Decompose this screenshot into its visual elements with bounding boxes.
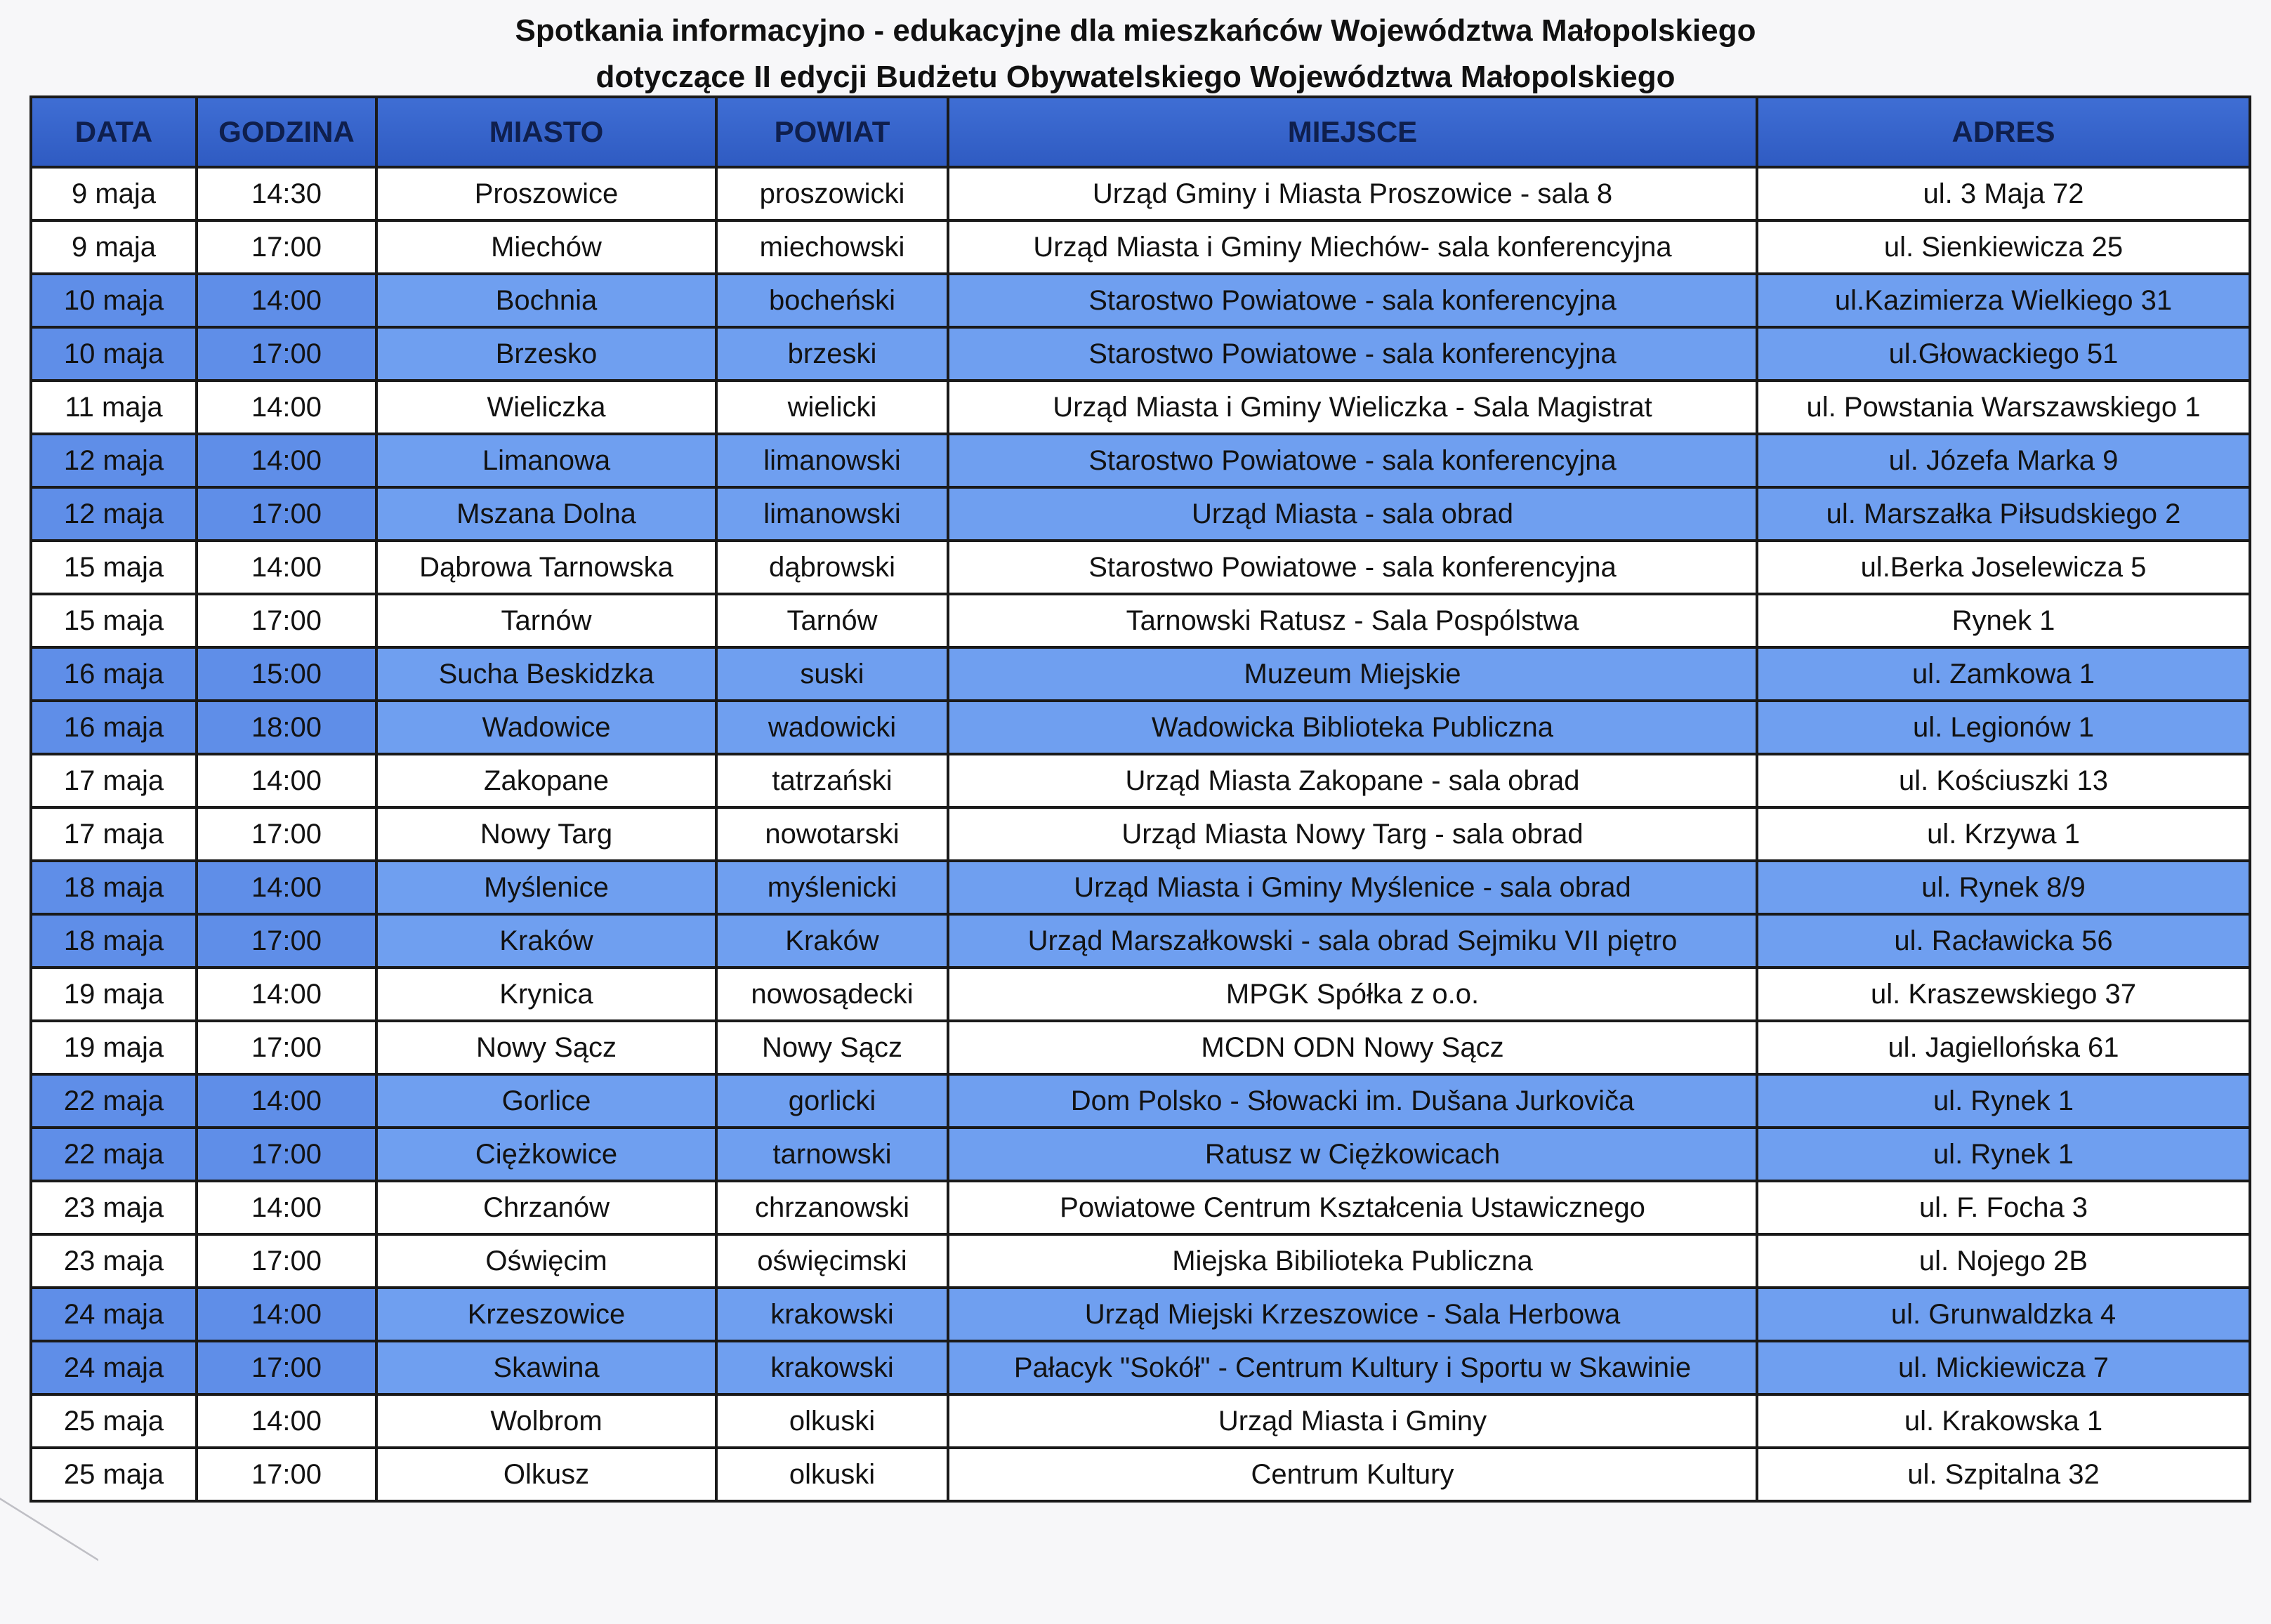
cell-date: 17 maja (31, 754, 197, 807)
cell-county: myślenicki (716, 861, 948, 914)
cell-venue: Urząd Miasta i Gminy Wieliczka - Sala Magistrat (948, 381, 1757, 434)
cell-time: 17:00 (197, 807, 376, 861)
table-row (31, 1128, 2250, 1181)
cell-county: dąbrowski (716, 541, 948, 594)
table-row (31, 807, 2250, 861)
table-row (31, 968, 2250, 1021)
cell-address: ul.Berka Joselewicza 5 (1757, 541, 2250, 594)
cell-city: Chrzanów (376, 1181, 716, 1234)
cell-venue: Starostwo Powiatowe - sala konferencyjna (948, 274, 1757, 327)
table-row (31, 381, 2250, 434)
cell-date: 22 maja (31, 1074, 197, 1128)
table-row (31, 701, 2250, 754)
cell-time: 15:00 (197, 647, 376, 701)
cell-county: tarnowski (716, 1128, 948, 1181)
cell-date: 16 maja (31, 701, 197, 754)
column-header-data: DATA (31, 97, 197, 167)
document-title-line-1: Spotkania informacyjno - edukacyjne dla mieszkańców Województwa Małopolskiego (515, 13, 1756, 48)
document-title-line-2: dotyczące II edycji Budżetu Obywatelskiego Województwa Małopolskiego (595, 60, 1676, 94)
cell-address: ul. Grunwaldzka 4 (1757, 1288, 2250, 1341)
cell-time: 18:00 (197, 701, 376, 754)
cell-venue: Urząd Miasta Nowy Targ - sala obrad (948, 807, 1757, 861)
cell-city: Wieliczka (376, 381, 716, 434)
cell-city: Oświęcim (376, 1234, 716, 1288)
cell-city: Skawina (376, 1341, 716, 1394)
schedule-table (29, 95, 2251, 1503)
cell-city: Krzeszowice (376, 1288, 716, 1341)
cell-date: 16 maja (31, 647, 197, 701)
cell-time: 14:00 (197, 1288, 376, 1341)
table-row (31, 1021, 2250, 1074)
cell-city: Ciężkowice (376, 1128, 716, 1181)
table-row (31, 1234, 2250, 1288)
cell-address: ul. Racławicka 56 (1757, 914, 2250, 968)
cell-venue: Urząd Miasta i Gminy Miechów- sala konferencyjna (948, 220, 1757, 274)
cell-county: bocheński (716, 274, 948, 327)
cell-time: 17:00 (197, 1341, 376, 1394)
cell-county: Nowy Sącz (716, 1021, 948, 1074)
cell-venue: Urząd Miasta Zakopane - sala obrad (948, 754, 1757, 807)
cell-city: Tarnów (376, 594, 716, 647)
table-row (31, 914, 2250, 968)
cell-city: Myślenice (376, 861, 716, 914)
cell-city: Kraków (376, 914, 716, 968)
cell-address: ul. Zamkowa 1 (1757, 647, 2250, 701)
table-row (31, 1394, 2250, 1448)
table-row (31, 541, 2250, 594)
table-row (31, 487, 2250, 541)
cell-time: 17:00 (197, 220, 376, 274)
cell-county: krakowski (716, 1341, 948, 1394)
cell-date: 18 maja (31, 861, 197, 914)
cell-time: 14:00 (197, 541, 376, 594)
cell-date: 23 maja (31, 1234, 197, 1288)
cell-address: ul. Kraszewskiego 37 (1757, 968, 2250, 1021)
cell-address: ul.Kazimierza Wielkiego 31 (1757, 274, 2250, 327)
table-row (31, 1181, 2250, 1234)
cell-address: Rynek 1 (1757, 594, 2250, 647)
cell-time: 14:00 (197, 381, 376, 434)
cell-time: 14:00 (197, 861, 376, 914)
cell-date: 12 maja (31, 434, 197, 487)
cell-time: 14:00 (197, 754, 376, 807)
cell-venue: Powiatowe Centrum Kształcenia Ustawicznego (948, 1181, 1757, 1234)
cell-date: 11 maja (31, 381, 197, 434)
cell-time: 14:00 (197, 968, 376, 1021)
cell-address: ul. Sienkiewicza 25 (1757, 220, 2250, 274)
cell-date: 18 maja (31, 914, 197, 968)
cell-city: Nowy Targ (376, 807, 716, 861)
cell-city: Sucha Beskidzka (376, 647, 716, 701)
table-row (31, 594, 2250, 647)
cell-venue: Dom Polsko - Słowacki im. Dušana Jurkoviča (948, 1074, 1757, 1128)
cell-city: Limanowa (376, 434, 716, 487)
cell-city: Gorlice (376, 1074, 716, 1128)
cell-county: tatrzański (716, 754, 948, 807)
cell-time: 14:00 (197, 274, 376, 327)
column-header-powiat: POWIAT (716, 97, 948, 167)
cell-venue: Urząd Gminy i Miasta Proszowice - sala 8 (948, 167, 1757, 220)
cell-county: nowotarski (716, 807, 948, 861)
cell-address: ul. Krzywa 1 (1757, 807, 2250, 861)
cell-city: Krynica (376, 968, 716, 1021)
table-row (31, 274, 2250, 327)
cell-county: olkuski (716, 1448, 948, 1501)
cell-venue: Urząd Miasta i Gminy Myślenice - sala obrad (948, 861, 1757, 914)
cell-county: proszowicki (716, 167, 948, 220)
cell-address: ul. 3 Maja 72 (1757, 167, 2250, 220)
cell-date: 22 maja (31, 1128, 197, 1181)
cell-county: krakowski (716, 1288, 948, 1341)
cell-date: 9 maja (31, 167, 197, 220)
table-row (31, 327, 2250, 381)
cell-venue: Urząd Marszałkowski - sala obrad Sejmiku VII piętro (948, 914, 1757, 968)
cell-venue: Muzeum Miejskie (948, 647, 1757, 701)
cell-venue: Pałacyk "Sokół" - Centrum Kultury i Sportu w Skawinie (948, 1341, 1757, 1394)
cell-address: ul. Szpitalna 32 (1757, 1448, 2250, 1501)
cell-time: 17:00 (197, 1021, 376, 1074)
cell-time: 17:00 (197, 1448, 376, 1501)
column-header-miejsce: MIEJSCE (948, 97, 1757, 167)
cell-time: 14:00 (197, 434, 376, 487)
cell-date: 19 maja (31, 968, 197, 1021)
table-row (31, 220, 2250, 274)
cell-address: ul. Józefa Marka 9 (1757, 434, 2250, 487)
cell-date: 25 maja (31, 1448, 197, 1501)
cell-venue: Tarnowski Ratusz - Sala Pospólstwa (948, 594, 1757, 647)
cell-date: 25 maja (31, 1394, 197, 1448)
table-row (31, 167, 2250, 220)
table-row (31, 1288, 2250, 1341)
cell-time: 17:00 (197, 914, 376, 968)
cell-county: limanowski (716, 487, 948, 541)
cell-county: limanowski (716, 434, 948, 487)
column-header-miasto: MIASTO (376, 97, 716, 167)
cell-date: 19 maja (31, 1021, 197, 1074)
cell-venue: Miejska Bibilioteka Publiczna (948, 1234, 1757, 1288)
table-row (31, 754, 2250, 807)
cell-address: ul. Kościuszki 13 (1757, 754, 2250, 807)
cell-venue: Centrum Kultury (948, 1448, 1757, 1501)
cell-time: 17:00 (197, 1128, 376, 1181)
cell-address: ul. Rynek 1 (1757, 1074, 2250, 1128)
table-row (31, 1074, 2250, 1128)
cell-county: Kraków (716, 914, 948, 968)
cell-venue: MPGK Spółka z o.o. (948, 968, 1757, 1021)
cell-time: 17:00 (197, 487, 376, 541)
cell-city: Nowy Sącz (376, 1021, 716, 1074)
cell-time: 17:00 (197, 1234, 376, 1288)
cell-address: ul. Rynek 1 (1757, 1128, 2250, 1181)
cell-address: ul. Rynek 8/9 (1757, 861, 2250, 914)
cell-venue: Urząd Miasta i Gminy (948, 1394, 1757, 1448)
cell-city: Bochnia (376, 274, 716, 327)
table-row (31, 1448, 2250, 1501)
cell-venue: Wadowicka Biblioteka Publiczna (948, 701, 1757, 754)
cell-venue: Ratusz w Ciężkowicach (948, 1128, 1757, 1181)
cell-county: wielicki (716, 381, 948, 434)
cell-venue: Urząd Miasta - sala obrad (948, 487, 1757, 541)
column-header-adres: ADRES (1757, 97, 2250, 167)
table-row (31, 861, 2250, 914)
cell-county: miechowski (716, 220, 948, 274)
cell-venue: MCDN ODN Nowy Sącz (948, 1021, 1757, 1074)
cell-county: olkuski (716, 1394, 948, 1448)
cell-city: Mszana Dolna (376, 487, 716, 541)
cell-date: 15 maja (31, 541, 197, 594)
cell-county: nowosądecki (716, 968, 948, 1021)
cell-time: 17:00 (197, 327, 376, 381)
cell-city: Olkusz (376, 1448, 716, 1501)
cell-address: ul. Jagiellońska 61 (1757, 1021, 2250, 1074)
table-row (31, 434, 2250, 487)
cell-time: 17:00 (197, 594, 376, 647)
table-row (31, 647, 2250, 701)
cell-address: ul.Głowackiego 51 (1757, 327, 2250, 381)
cell-address: ul. Mickiewicza 7 (1757, 1341, 2250, 1394)
cell-city: Brzesko (376, 327, 716, 381)
cell-county: wadowicki (716, 701, 948, 754)
cell-time: 14:00 (197, 1181, 376, 1234)
cell-county: brzeski (716, 327, 948, 381)
cell-address: ul. Krakowska 1 (1757, 1394, 2250, 1448)
cell-address: ul. Marszałka Piłsudskiego 2 (1757, 487, 2250, 541)
cell-county: gorlicki (716, 1074, 948, 1128)
cell-address: ul. F. Focha 3 (1757, 1181, 2250, 1234)
cell-date: 15 maja (31, 594, 197, 647)
cell-date: 24 maja (31, 1341, 197, 1394)
cell-time: 14:30 (197, 167, 376, 220)
cell-city: Wolbrom (376, 1394, 716, 1448)
cell-time: 14:00 (197, 1074, 376, 1128)
page-fold-corner (0, 1498, 98, 1624)
cell-address: ul. Legionów 1 (1757, 701, 2250, 754)
cell-time: 14:00 (197, 1394, 376, 1448)
table-row (31, 1341, 2250, 1394)
cell-venue: Starostwo Powiatowe - sala konferencyjna (948, 327, 1757, 381)
cell-city: Dąbrowa Tarnowska (376, 541, 716, 594)
cell-venue: Urząd Miejski Krzeszowice - Sala Herbowa (948, 1288, 1757, 1341)
cell-county: Tarnów (716, 594, 948, 647)
cell-address: ul. Nojego 2B (1757, 1234, 2250, 1288)
cell-date: 10 maja (31, 327, 197, 381)
cell-city: Proszowice (376, 167, 716, 220)
cell-city: Miechów (376, 220, 716, 274)
cell-date: 10 maja (31, 274, 197, 327)
schedule-table-body (31, 167, 2250, 1501)
cell-city: Zakopane (376, 754, 716, 807)
cell-address: ul. Powstania Warszawskiego 1 (1757, 381, 2250, 434)
cell-venue: Starostwo Powiatowe - sala konferencyjna (948, 434, 1757, 487)
cell-date: 24 maja (31, 1288, 197, 1341)
cell-county: oświęcimski (716, 1234, 948, 1288)
cell-city: Wadowice (376, 701, 716, 754)
cell-county: suski (716, 647, 948, 701)
cell-venue: Starostwo Powiatowe - sala konferencyjna (948, 541, 1757, 594)
table-header-row (31, 97, 2250, 167)
cell-date: 9 maja (31, 220, 197, 274)
column-header-godzina: GODZINA (197, 97, 376, 167)
cell-date: 17 maja (31, 807, 197, 861)
cell-county: chrzanowski (716, 1181, 948, 1234)
cell-date: 23 maja (31, 1181, 197, 1234)
cell-date: 12 maja (31, 487, 197, 541)
